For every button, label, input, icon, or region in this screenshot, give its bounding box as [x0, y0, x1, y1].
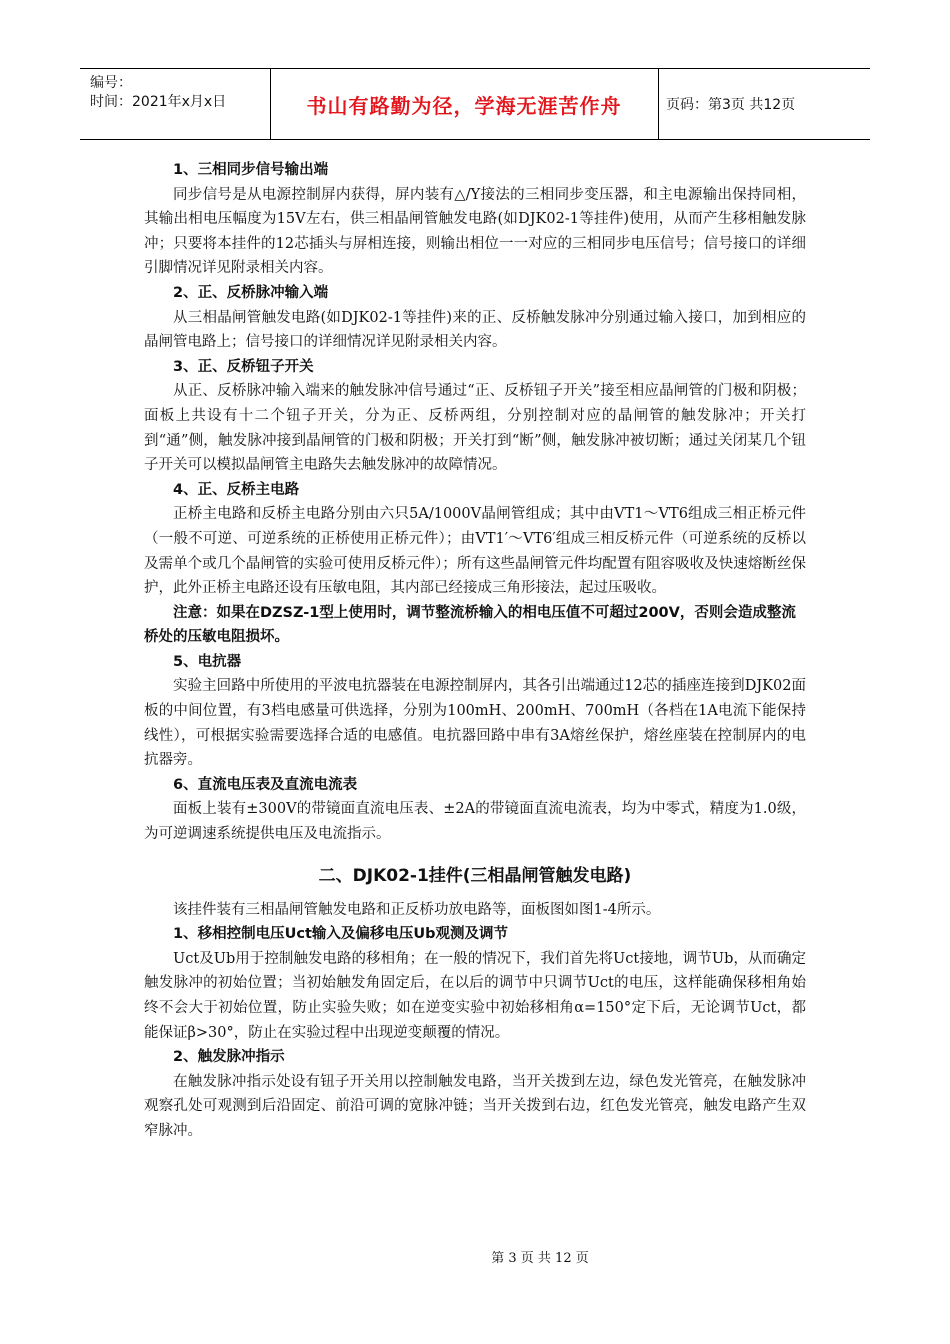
section-heading: 1、移相控制电压Uct输入及偏移电压Ub观测及调节 — [173, 926, 509, 943]
paragraph: 在触发脉冲指示处设有钮子开关用以控制触发电路，当开关拨到左边，绿色发光管亮，在触发脉冲观察孔处可观测到后沿固定、前沿可调的宽脉冲链；当开关拨到右边，红色发光管亮，触发电路产生双窄脉冲。 — [144, 1073, 806, 1139]
document-number-label: 编号： — [90, 75, 132, 91]
paragraph: Uct及Ub用于控制触发电路的移相角；在一般的情况下，我们首先将Uct接地，调节Ub，从而确定触发脉冲的初始位置；当初始触发角固定后，在以后的调节中只调节Uct的电压，这样能确保移相角始终不会大于初始位置，防止实验失败；如在逆变实验中初始移相角α=150°定下后，无论调节Uct，都能保证β>30°，防止在实验过程中出现逆变颠覆的情况。 — [144, 950, 806, 1041]
section-heading: 5、电抗器 — [173, 653, 242, 670]
header-page-number: 页码：第3页 共12页 — [666, 97, 796, 113]
paragraph: 从三相晶闸管触发电路(如DJK02-1等挂件)来的正、反桥触发脉冲分别通过输入接口，加到相应的晶闸管电路上；信号接口的详细情况详见附录相关内容。 — [144, 309, 806, 351]
section-heading: 2、触发脉冲指示 — [173, 1049, 285, 1066]
paragraph: 该挂件装有三相晶闸管触发电路和正反桥功放电路等，面板图如图1-4所示。 — [173, 901, 661, 918]
paragraph: 同步信号是从电源控制屏内获得，屏内装有△/Y接法的三相同步变压器，和主电源输出保持同相，其输出相电压幅度为15V左右，供三相晶闸管触发电路(如DJK02-1等挂件)使用，从而产生移相触发脉冲；只要将本挂件的12芯插头与屏相连接，则输出相位一一对应的三相同步电压信号；信号接口的详细引脚情况详见附录相关内容。 — [144, 186, 806, 277]
warning-note: 注意：如果在DZSZ-1型上使用时，调节整流桥输入的相电压值不可超过200V，否则会造成整流桥处的压敏电阻损坏。 — [144, 604, 796, 646]
section-heading: 6、直流电压表及直流电流表 — [173, 776, 358, 793]
paragraph: 实验主回路中所使用的平波电抗器装在电源控制屏内，其各引出端通过12芯的插座连接到DJK02面板的中间位置，有3档电感量可供选择，分别为100mH、200mH、700mH（各档在1A电流下能保持线性），可根据实验需要选择合适的电感值。电抗器回路中串有3A熔丝保护，熔丝座装在控制屏内的电抗器旁。 — [144, 678, 806, 769]
document-date: 时间：2021年x月x日 — [90, 94, 227, 110]
paragraph: 面板上装有±300V的带镜面直流电压表、±2A的带镜面直流电流表，均为中零式，精度为1.0级，为可逆调速系统提供电压及电流指示。 — [144, 801, 806, 843]
document-body — [144, 158, 806, 1144]
paragraph: 正桥主电路和反桥主电路分别由六只5A/1000V晶闸管组成；其中由VT1～VT6组成三相正桥元件（一般不可逆、可逆系统的正桥使用正桥元件）；由VT1′～VT6′组成三相反桥元件（可逆系统的反桥以及需单个或几个晶闸管的实验可使用反桥元件）；所有这些晶闸管元件均配置有阻容吸收及快速熔断丝保护，此外正桥主电路还设有压敏电阻，其内部已经接成三角形接法，起过压吸收。 — [144, 506, 806, 597]
page-footer — [0, 1247, 950, 1266]
header-motto: 书山有路勤为径，学海无涯苦作舟 — [306, 93, 622, 118]
chapter-title: 二、DJK02-1挂件(三相晶闸管触发电路) — [318, 865, 632, 886]
footer-page-number: 第 3 页 共 12 页 — [491, 1251, 589, 1266]
header-meta — [80, 69, 271, 139]
section-heading: 3、正、反桥钮子开关 — [173, 358, 314, 375]
paragraph: 从正、反桥脉冲输入端来的触发脉冲信号通过“正、反桥钮子开关”接至相应晶闸管的门极和阴极；面板上共设有十二个钮子开关，分为正、反桥两组，分别控制对应的晶闸管的触发脉冲；开关打到“通”侧，触发脉冲接到晶闸管的门极和阴极；开关打到“断”侧，触发脉冲被切断；通过关闭某几个钮子开关可以模拟晶闸管主电路失去触发脉冲的故障情况。 — [144, 383, 806, 474]
section-heading: 1、三相同步信号输出端 — [173, 162, 329, 178]
section-heading: 2、正、反桥脉冲输入端 — [173, 284, 329, 301]
section-heading: 4、正、反桥主电路 — [173, 481, 300, 498]
header-motto-cell — [270, 69, 659, 139]
page-header — [80, 68, 870, 140]
